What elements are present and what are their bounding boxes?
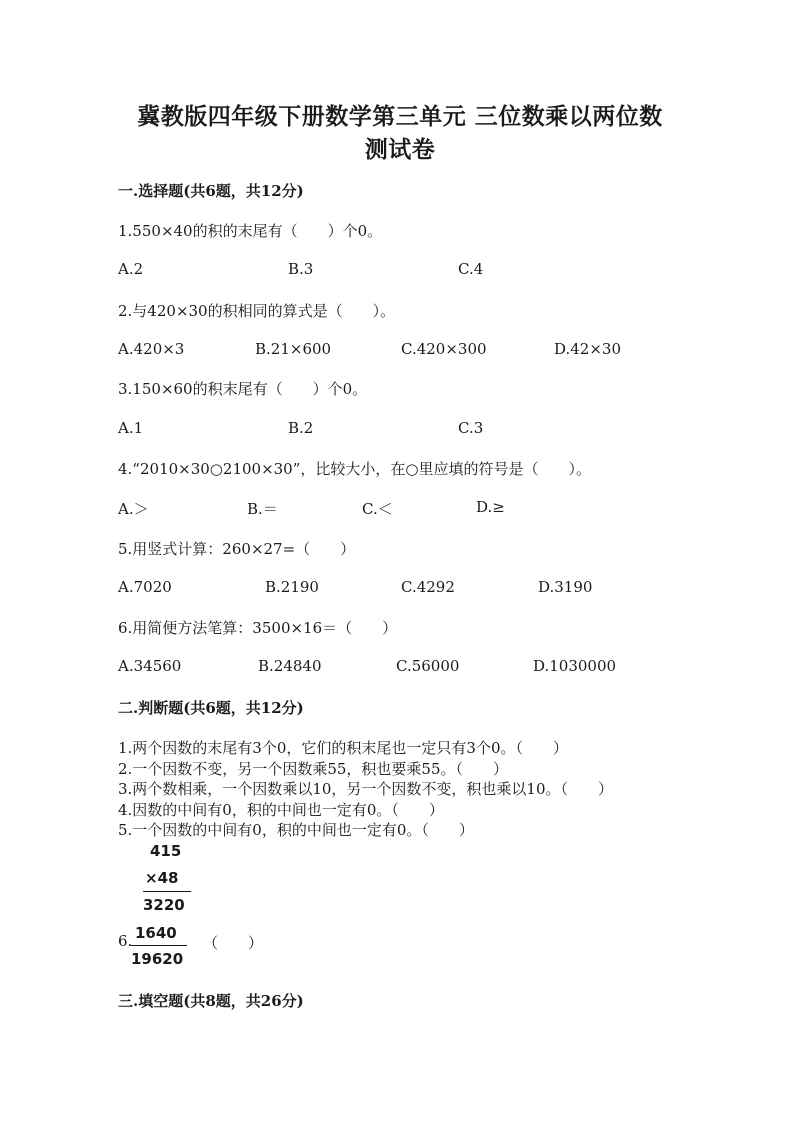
option-d: D.42×30 (554, 340, 622, 358)
section-heading-judgment: 二.判断题(共6题，共12分) (118, 699, 304, 717)
option-a: A.2 (118, 260, 144, 278)
option-d: D.3190 (538, 578, 593, 596)
section-heading-fill-in: 三.填空题(共8题，共26分) (118, 992, 304, 1010)
multiplication-rule (143, 891, 191, 892)
list-item: 4.因数的中间有0，积的中间也一定有0。（ ） (118, 801, 444, 819)
option-b: B.2 (288, 419, 314, 437)
list-item: 5.一个因数的中间有0，积的中间也一定有0。（ ） (118, 821, 474, 839)
option-a: A.＞ (118, 500, 149, 518)
multiplicand: 415 (150, 842, 182, 860)
option-b: B.3 (288, 260, 314, 278)
question-stem: 6.用简便方法笔算：3500×16＝（ ） (118, 619, 398, 637)
list-item: 3.两个数相乘，一个因数乘以10，另一个因数不变，积也乘以10。（ ） (118, 780, 613, 798)
question-stem: 5.用竖式计算：260×27=（ ） (118, 540, 356, 558)
option-a: A.420×3 (118, 340, 185, 358)
option-c: C.4 (458, 260, 484, 278)
page-title-line1: 冀教版四年级下册数学第三单元 三位数乘以两位数 (137, 103, 663, 130)
multiplier: ×48 (145, 869, 179, 887)
question-stem: 2.与420×30的积相同的算式是（ ）。 (118, 302, 396, 320)
option-a: A.1 (118, 419, 144, 437)
option-b: B.24840 (258, 657, 322, 675)
final-product: 19620 (131, 950, 184, 968)
question-stem: 4.“2010×30○2100×30”，比较大小，在○里应填的符号是（ ）。 (118, 460, 591, 478)
item-number: 6. (118, 932, 133, 950)
sum-rule (131, 945, 187, 946)
option-c: C.4292 (401, 578, 455, 596)
option-a: A.34560 (118, 657, 182, 675)
option-c: C.420×300 (401, 340, 487, 358)
option-b: B.＝ (247, 500, 278, 518)
option-c: C.56000 (396, 657, 460, 675)
list-item: 2.一个因数不变，另一个因数乘55，积也要乘55。（ ） (118, 760, 508, 778)
question-stem: 1.550×40的积的末尾有（ ）个0。 (118, 222, 383, 240)
option-d: D.1030000 (533, 657, 617, 675)
partial-product-1: 3220 (143, 896, 185, 914)
list-item: 1.两个因数的末尾有3个0，它们的积末尾也一定只有3个0。（ ） (118, 739, 568, 757)
option-c: C.3 (458, 419, 484, 437)
section-heading-choice: 一.选择题(共6题，共12分) (118, 182, 304, 200)
option-d: D.≥ (476, 498, 505, 516)
answer-blank: （ ） (203, 934, 264, 952)
option-c: C.＜ (362, 500, 393, 518)
question-stem: 3.150×60的积末尾有（ ）个0。 (118, 380, 368, 398)
option-a: A.7020 (118, 578, 172, 596)
option-b: B.2190 (265, 578, 319, 596)
option-b: B.21×600 (255, 340, 332, 358)
page-title-line2: 测试卷 (364, 136, 436, 163)
partial-product-2: 1640 (135, 924, 177, 942)
